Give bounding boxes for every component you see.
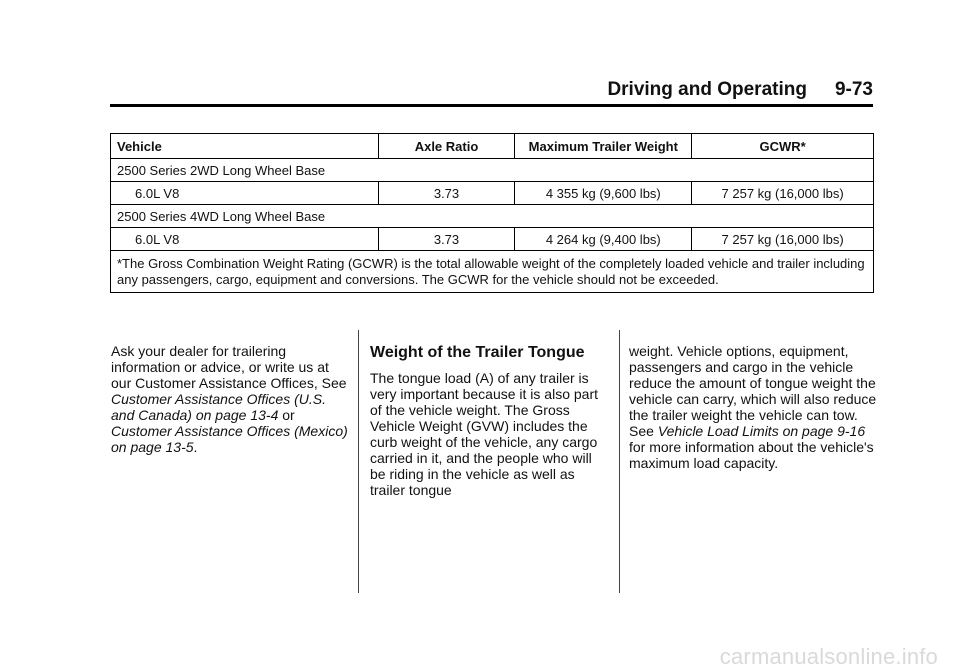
engine-cell: 6.0L V8 <box>111 182 379 205</box>
load-limits-link[interactable]: Vehicle Load Limits on page 9-16 <box>657 423 866 439</box>
page-header <box>110 80 873 107</box>
table-header-row <box>111 134 874 159</box>
dealer-text: Ask your dealer for trailering information or advice, or write us at our Customer Assistance Offices, See <box>111 343 347 391</box>
column-1 <box>111 343 351 455</box>
page-number: 9-73 <box>834 79 873 100</box>
assistance-mexico-link[interactable]: Customer Assistance Offices (Mexico) on page 13-5 <box>111 423 348 455</box>
continued-text: weight. Vehicle options, equipment, passengers and cargo in the vehicle reduce the amount of tongue weight the vehicle can carry, which will also reduce the trailer weight the vehicle can tow. See <box>629 343 877 439</box>
engine-cell: 6.0L V8 <box>111 228 379 251</box>
or-text: or <box>278 407 295 423</box>
dealer-paragraph <box>111 343 351 455</box>
max-trailer-weight-cell: 4 264 kg (9,400 lbs) <box>515 228 692 251</box>
watermark: carmanualsonline.info <box>719 644 938 669</box>
table-row <box>111 182 874 205</box>
group-row <box>111 205 874 228</box>
col-header-vehicle: Vehicle <box>111 134 379 159</box>
section-heading: Weight of the Trailer Tongue <box>370 344 585 361</box>
group-row <box>111 159 874 182</box>
group-title: 2500 Series 4WD Long Wheel Base <box>111 205 874 228</box>
trailer-weight-table <box>110 133 874 293</box>
footnote-row <box>111 251 874 293</box>
table-row <box>111 228 874 251</box>
group-title: 2500 Series 2WD Long Wheel Base <box>111 159 874 182</box>
capacity-text: for more information about the vehicle's maximum load capacity. <box>629 439 874 471</box>
col-header-max-trailer-weight: Maximum Trailer Weight <box>515 134 692 159</box>
gcwr-cell: 7 257 kg (16,000 lbs) <box>692 228 874 251</box>
column-divider <box>358 330 359 593</box>
gcwr-footnote: *The Gross Combination Weight Rating (GCWR) is the total allowable weight of the completely loaded vehicle and trailer including any passengers, cargo, equipment and conversions. The GCWR for the vehicle should not be exceeded. <box>111 251 874 293</box>
tongue-paragraph: The tongue load (A) of any trailer is very important because it is also part of the vehicle weight. The Gross Vehicle Weight (GVW) includes the curb weight of the vehicle, any cargo carried in it, and the people who will be riding in the vehicle as well as trailer tongue <box>370 370 598 498</box>
period-text: . <box>193 439 198 455</box>
col-header-axle-ratio: Axle Ratio <box>378 134 515 159</box>
col-header-gcwr: GCWR* <box>692 134 874 159</box>
gcwr-cell: 7 257 kg (16,000 lbs) <box>692 182 874 205</box>
tongue-continued-paragraph <box>629 343 879 471</box>
assistance-us-canada-link[interactable]: Customer Assistance Offices (U.S. and Canada) on page 13-4 <box>111 391 326 423</box>
column-3 <box>629 343 879 471</box>
axle-ratio-cell: 3.73 <box>378 228 515 251</box>
column-2 <box>370 343 608 498</box>
column-divider <box>619 330 620 593</box>
max-trailer-weight-cell: 4 355 kg (9,600 lbs) <box>515 182 692 205</box>
section-title: Driving and Operating <box>607 79 807 100</box>
axle-ratio-cell: 3.73 <box>378 182 515 205</box>
